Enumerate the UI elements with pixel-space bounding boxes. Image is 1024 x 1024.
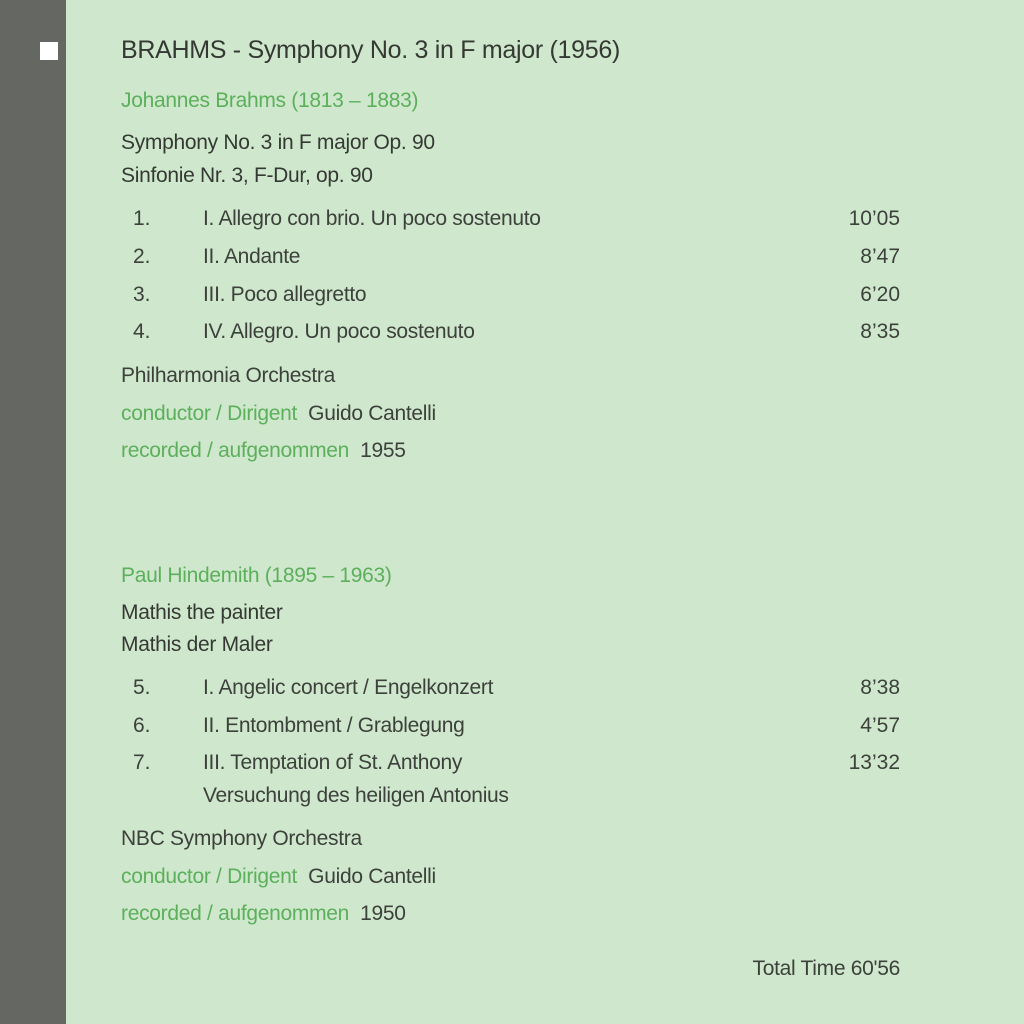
recorded-year: 1955 [360,439,406,462]
conductor-label: conductor / Dirigent [121,402,298,425]
work-title-en: Symphony No. 3 in F major Op. 90 [121,131,435,154]
track-number: 1. [133,207,151,230]
recorded-label: recorded / aufgenommen [121,902,350,925]
track-number: 5. [133,676,151,699]
conductor-label: conductor / Dirigent [121,865,298,888]
track-duration: 10’05 [848,207,900,230]
work-title-de: Mathis der Maler [121,633,273,656]
track-duration: 4’57 [860,714,900,737]
track-title: IV. Allegro. Un poco sostenuto [203,320,475,343]
track-number: 6. [133,714,151,737]
track-duration: 8’47 [860,245,900,268]
track-title: III. Poco allegretto [203,283,367,306]
recorded-label: recorded / aufgenommen [121,439,350,462]
track-number: 7. [133,751,151,774]
left-sidebar-bar [0,0,66,1024]
recorded-year: 1950 [360,902,406,925]
track-title: III. Temptation of St. Anthony [203,751,463,774]
track-duration: 8’38 [860,676,900,699]
square-bullet-icon [40,42,58,60]
track-duration: 8’35 [860,320,900,343]
composer-brahms: Johannes Brahms (1813 – 1883) [121,89,419,112]
track-duration: 13’32 [848,751,900,774]
recorded-line [121,902,406,926]
conductor-name: Guido Cantelli [308,402,436,425]
orchestra: NBC Symphony Orchestra [121,827,362,850]
track-number: 4. [133,320,151,343]
recorded-line [121,439,406,463]
track-number: 2. [133,245,151,268]
track-duration: 6’20 [860,283,900,306]
work-title-en: Mathis the painter [121,601,283,624]
composer-hindemith: Paul Hindemith (1895 – 1963) [121,564,392,587]
conductor-line [121,865,436,889]
conductor-name: Guido Cantelli [308,865,436,888]
track-subtitle: Versuchung des heiligen Antonius [203,784,509,807]
track-title: I. Allegro con brio. Un poco sostenuto [203,207,541,230]
track-title: I. Angelic concert / Engelkonzert [203,676,494,699]
work-title-de: Sinfonie Nr. 3, F-Dur, op. 90 [121,164,373,187]
orchestra: Philharmonia Orchestra [121,364,335,387]
conductor-line [121,402,436,426]
track-title: II. Entombment / Grablegung [203,714,465,737]
total-time: Total Time 60'56 [752,957,900,980]
track-number: 3. [133,283,151,306]
album-title: BRAHMS - Symphony No. 3 in F major (1956) [121,36,620,64]
track-title: II. Andante [203,245,301,268]
